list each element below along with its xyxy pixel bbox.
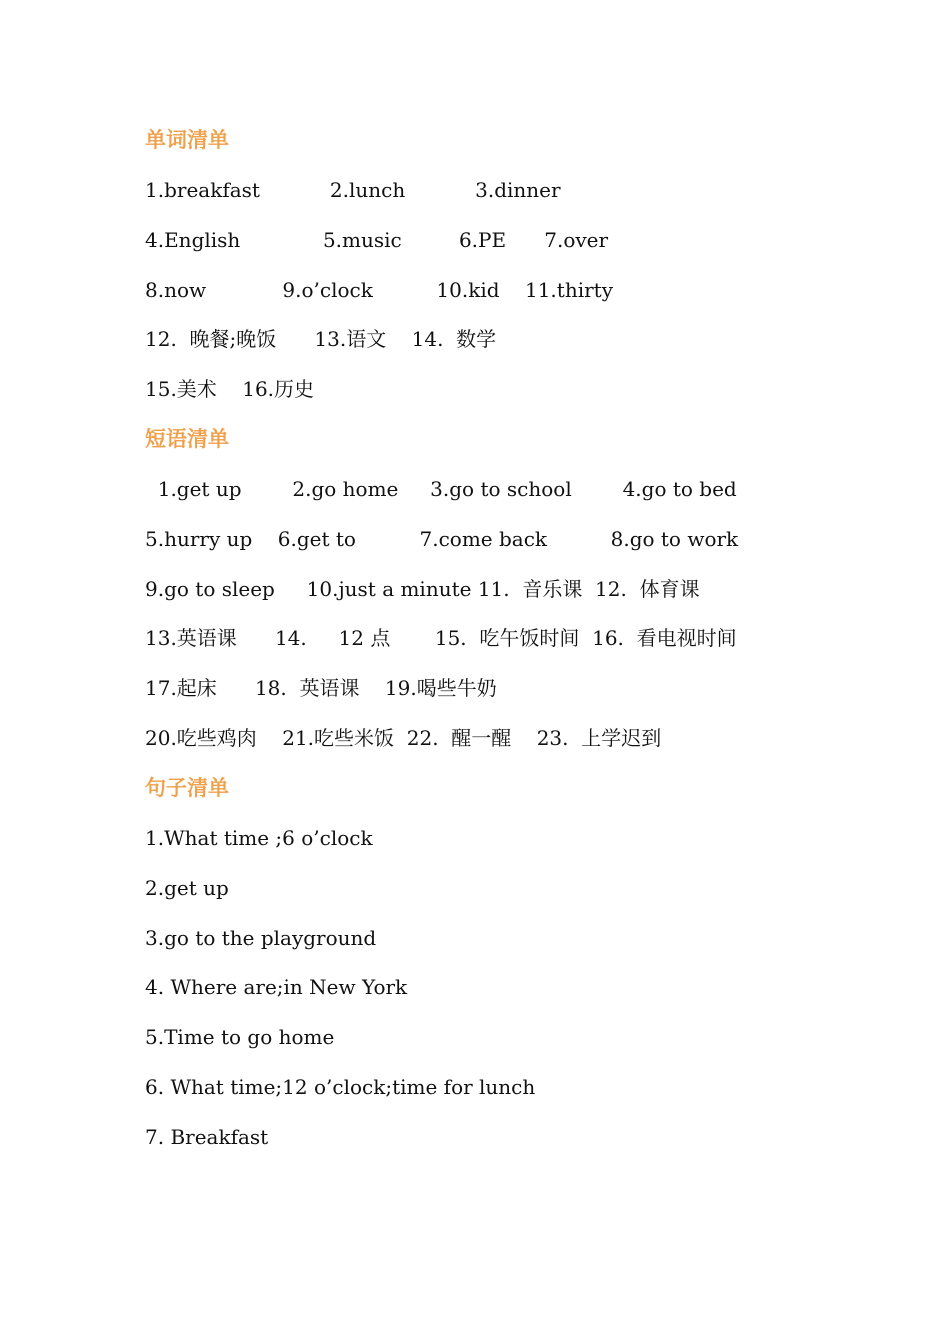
sentences-line-5: 5.Time to go home <box>145 1025 335 1049</box>
sentences-line-2: 2.get up <box>145 876 229 900</box>
sentences-line-1: 1.What time ;6 o’clock <box>145 826 373 850</box>
phrases-line-1: 1.get up 2.go home 3.go to school 4.go to bed <box>145 477 737 501</box>
words-line-2: 4.English 5.music 6.PE 7.over <box>145 228 609 252</box>
words-line-4: 12. 晚餐;晚饭 13.语文 14. 数学 <box>145 327 497 351</box>
phrases-line-2: 5.hurry up 6.get to 7.come back 8.go to work <box>145 527 739 551</box>
phrases-line-3: 9.go to sleep 10.just a minute 11. 音乐课 12. 体育课 <box>145 577 700 601</box>
phrases-line-4: 13.英语课 14. 12 点 15. 吃午饭时间 16. 看电视时间 <box>145 626 737 650</box>
sentences-line-6: 6. What time;12 o’clock;time for lunch <box>145 1075 536 1099</box>
phrases-line-5: 17.起床 18. 英语课 19.喝些牛奶 <box>145 676 497 700</box>
sentences-line-3: 3.go to the playground <box>145 926 377 950</box>
words-line-5: 15.美术 16.历史 <box>145 377 315 401</box>
sentences-line-7: 7. Breakfast <box>145 1125 269 1149</box>
phrases-section-heading: 短语清单 <box>145 427 229 451</box>
phrases-line-6: 20.吃些鸡肉 21.吃些米饭 22. 醒一醒 23. 上学迟到 <box>145 726 662 750</box>
words-line-1: 1.breakfast 2.lunch 3.dinner <box>145 178 561 202</box>
words-line-3: 8.now 9.o’clock 10.kid 11.thirty <box>145 278 613 302</box>
sentences-section-heading: 句子清单 <box>145 776 229 800</box>
words-section-heading: 单词清单 <box>145 128 229 152</box>
sentences-line-4: 4. Where are;in New York <box>145 975 408 999</box>
